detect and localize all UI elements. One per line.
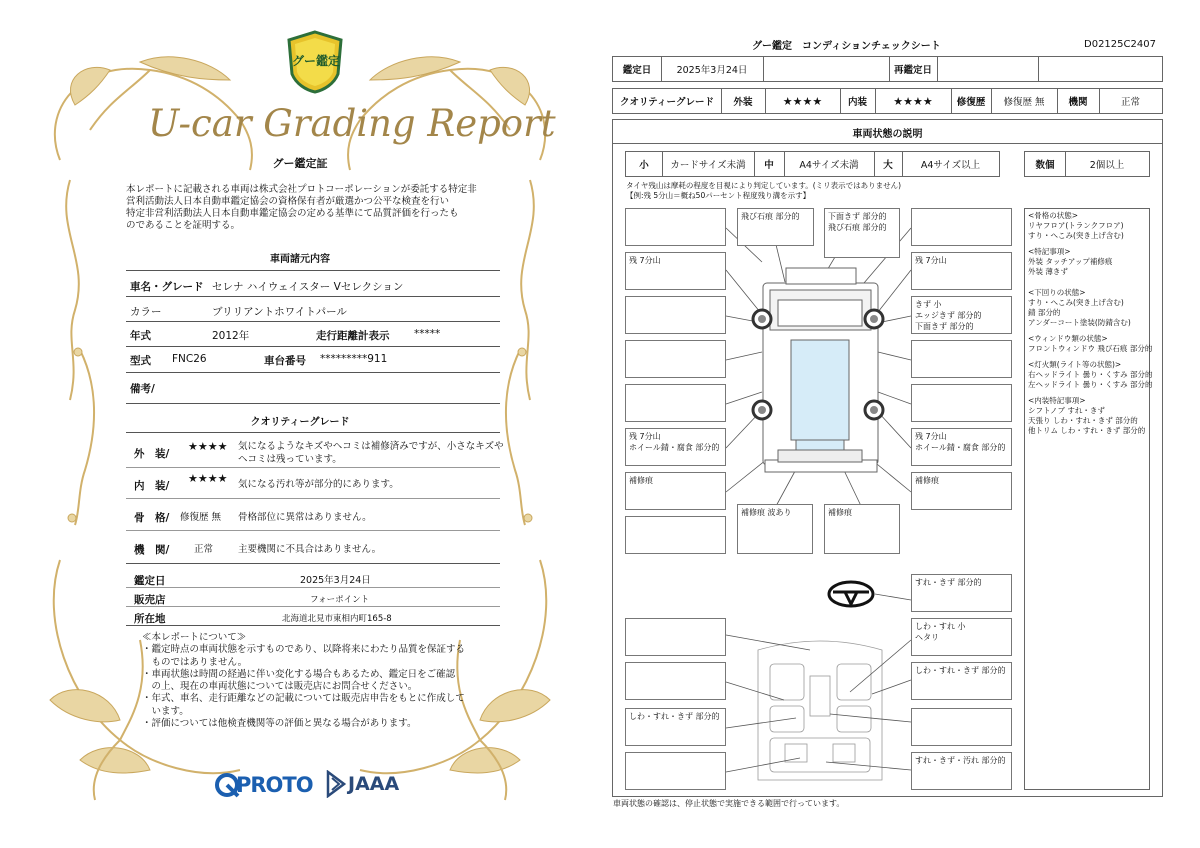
badge-text: グー鑑定 xyxy=(292,54,341,68)
repair-value: 修復歴 無 xyxy=(991,89,1058,113)
shop-value: フォーポイント xyxy=(310,595,370,605)
details-panel xyxy=(1024,208,1153,790)
grade-title: クオリティーグレード xyxy=(250,417,350,428)
details-line: すり・へこみ(突き上げ含む) xyxy=(1028,298,1124,307)
grade-label: クオリティーグレード xyxy=(613,89,722,113)
address-label: 所在地 xyxy=(134,613,166,625)
color-label: カラー xyxy=(130,306,162,318)
jaaa-logo-icon xyxy=(326,770,346,798)
engine-label: 機 関/ xyxy=(134,544,170,556)
details-line: <下回りの状態> xyxy=(1028,288,1086,297)
details-line: アンダーコート塗装(防錆含む) xyxy=(1028,318,1131,327)
ext-box-left-rear xyxy=(625,472,726,510)
details-line: <内装特記事項> xyxy=(1028,396,1086,405)
details-line: 外装 タッチアップ補修痕 xyxy=(1028,257,1113,266)
ext-box-top-mid-left xyxy=(737,208,814,246)
condition-check-sheet xyxy=(600,0,1200,848)
details-line: フロントウィンドウ 飛び石痕 部分的 xyxy=(1028,344,1153,353)
int-box-right-1 xyxy=(911,618,1012,656)
year-value: 2012年 xyxy=(212,330,250,342)
details-line: 外装 薄きず xyxy=(1028,267,1068,276)
exterior-label: 外 装/ xyxy=(134,448,170,460)
footer-note: 車両状態の確認は、停止状態で実施できる範囲で行っています。 xyxy=(613,799,845,808)
address-value: 北海道北見市東相内町165-8 xyxy=(282,614,392,624)
mileage-label: 走行距離計表示 xyxy=(316,330,390,342)
int-box-right-4-text: すれ・きず・汚れ 部分的 xyxy=(915,756,1006,765)
ext-box-right-4 xyxy=(911,384,1012,422)
about-item: の上、現在の車両状態については販売店にお問合せください。 xyxy=(142,681,418,693)
about-item: ・鑑定時点の車両状態を示すものであり、以降将来にわたり品質を保証する xyxy=(142,644,466,656)
ext-text-line: ホイール錆・腐食 部分的 xyxy=(629,443,720,452)
ext-box-bottom-mid-left xyxy=(737,504,813,554)
year-label: 年式 xyxy=(130,330,151,342)
details-line: <骨格の状態> xyxy=(1028,211,1079,220)
ext-box-left-3 xyxy=(625,340,726,378)
details-line: 右ヘッドライト 曇り・くすみ 部分的 xyxy=(1028,370,1153,379)
details-line: <灯火類(ライト等の状態)> xyxy=(1028,360,1122,369)
ext-text-line: ホイール錆・腐食 部分的 xyxy=(915,443,1006,452)
sheet-title: グー鑑定 コンディションチェックシート xyxy=(752,41,941,52)
exterior-stars: ★★★★ xyxy=(765,89,841,113)
about-item: います。 xyxy=(142,705,189,717)
int-box-left-3-text: しわ・すれ・きず 部分的 xyxy=(629,712,720,721)
note-label: 備考/ xyxy=(130,383,155,395)
about-item: ・年式、車名、走行距離などの記載については販売店申告をもとに作成して xyxy=(142,693,465,705)
date-label: 鑑定日 xyxy=(134,575,166,587)
ext-box-bottom-mid-right-text: 補修痕 xyxy=(828,508,852,517)
engine-label: 機関 xyxy=(1057,89,1100,113)
intro-line: 営利活動法人日本自動車鑑定協会の資格保有者が厳選かつ公平な検査を行い xyxy=(126,196,450,207)
exterior-text-line: ヘコミは残っています。 xyxy=(238,454,342,465)
engine-value: 正常 xyxy=(194,544,214,555)
count-label: 数個 xyxy=(1025,152,1066,176)
repair-label: 修復歴 xyxy=(951,89,992,113)
size-mid: 中 xyxy=(754,152,785,176)
frame-text: 骨格部位に異常はありません。 xyxy=(238,512,372,523)
ext-box-bottom-mid-left-text: 補修痕 波あり xyxy=(741,508,792,517)
int-text-line: しわ・すれ 小 xyxy=(915,622,966,631)
int-box-right-3 xyxy=(911,708,1012,746)
intro-paragraph xyxy=(126,184,506,232)
details-line: 他トリム しわ・すれ・きず 部分的 xyxy=(1028,426,1146,435)
ext-text-line: エッジきず 部分的 xyxy=(915,311,982,320)
name-value: セレナ ハイウェイスター Vセレクション xyxy=(212,281,404,293)
model-label: 型式 xyxy=(130,355,151,367)
interior-label: 内 装/ xyxy=(134,480,170,492)
steering-wheel-icon xyxy=(829,582,873,606)
int-box-right-2 xyxy=(911,662,1012,700)
details-line: 左ヘッドライト 曇り・くすみ 部分的 xyxy=(1028,380,1153,389)
ext-box-left-front-tire-text: 残 7分山 xyxy=(629,256,661,265)
frame-label: 骨 格/ xyxy=(134,512,170,524)
interior-text: 気になる汚れ等が部分的にあります。 xyxy=(238,479,399,490)
name-label: 車名・グレード xyxy=(130,281,204,293)
about-section xyxy=(142,632,465,730)
ext-box-bottom-left xyxy=(625,516,726,554)
ext-text-line: 飛び石痕 部分的 xyxy=(828,223,887,232)
color-value: ブリリアントホワイトパール xyxy=(212,306,347,318)
details-line: <ウィンドウ類の状態> xyxy=(1028,334,1108,343)
ext-box-right-front-tire xyxy=(911,252,1012,290)
ext-box-top-left xyxy=(625,208,726,246)
condition-title: 車両状態の説明 xyxy=(852,129,923,140)
ext-text-line: きず 小 xyxy=(915,300,942,309)
interior-label: 内装 xyxy=(840,89,876,113)
int-box-left-3 xyxy=(625,708,726,746)
date-value: 2025年3月24日 xyxy=(661,57,764,81)
ext-box-top-mid-left-text: 飛び石痕 部分的 xyxy=(741,212,800,221)
mileage-value: ***** xyxy=(414,328,441,340)
goo-kantei-badge xyxy=(286,30,344,94)
details-line: 天張り しわ・すれ・きず 部分的 xyxy=(1028,416,1138,425)
ext-box-right-side xyxy=(911,296,1012,334)
exterior-text xyxy=(238,440,504,466)
tire-note-1: タイヤ残山は摩耗の程度を目視により判定しています。(ミリ表示ではありません) xyxy=(626,181,902,190)
about-item: ものではありません。 xyxy=(142,656,248,668)
int-box-left-4 xyxy=(625,752,726,790)
interior-stars: ★★★★ xyxy=(875,89,952,113)
ext-box-left-rear-tire xyxy=(625,428,726,466)
ext-text-line: 残 7分山 xyxy=(915,432,947,441)
sheet-code: D02125C2407 xyxy=(1084,39,1156,50)
about-item: ・車両状態は時間の経過に伴い変化する場合もあるため、鑑定日をご確認 xyxy=(142,668,456,680)
ext-box-left-4 xyxy=(625,384,726,422)
frame-value: 修復歴 無 xyxy=(180,512,222,523)
interior-stars: ★★★★ xyxy=(188,472,228,485)
ext-box-right-3 xyxy=(911,340,1012,378)
int-box-steering-text: すれ・きず 部分的 xyxy=(915,578,982,587)
ext-box-right-front-tire-text: 残 7分山 xyxy=(915,256,947,265)
size-small-desc: カードサイズ未満 xyxy=(662,152,755,176)
model-value: FNC26 xyxy=(172,353,207,365)
ext-box-left-rear-text: 補修痕 xyxy=(629,476,653,485)
details-line: シフトノブ すれ・きず xyxy=(1028,406,1105,415)
tire-note-2: 【例:残 5分山＝概ね50パーセント程度残り溝を示す】 xyxy=(626,191,811,200)
ext-box-right-rear-text: 補修痕 xyxy=(915,476,939,485)
ext-text-line: 下面きず 部分的 xyxy=(828,212,887,221)
exterior-label: 外装 xyxy=(721,89,766,113)
details-line: すり・へこみ(突き上げ含む) xyxy=(1028,231,1124,240)
exterior-text-line: 気になるようなキズやヘコミは補修済みですが、小さなキズや xyxy=(238,441,504,452)
details-line: <特記事項> xyxy=(1028,247,1071,256)
ext-box-top-mid-right-text xyxy=(828,211,887,233)
spec-title: 車両諸元内容 xyxy=(270,254,330,265)
chassis-value: *********911 xyxy=(320,353,388,365)
script-title: U-car Grading Report xyxy=(148,102,556,145)
size-large-desc: A4サイズ以上 xyxy=(920,160,981,171)
details-line: 錆 部分的 xyxy=(1028,308,1061,317)
count-desc: 2個以上 xyxy=(1089,160,1125,171)
date-value: 2025年3月24日 xyxy=(300,575,371,586)
proto-logo-text: PROTO xyxy=(236,773,313,797)
ext-box-right-rear-tire-text xyxy=(915,431,1005,453)
shop-label: 販売店 xyxy=(134,594,166,606)
ext-text-line: 下面きず 部分的 xyxy=(915,322,974,331)
int-text-line: ヘタリ xyxy=(915,633,939,642)
ext-box-left-2 xyxy=(625,296,726,334)
int-box-steering xyxy=(911,574,1012,612)
size-mid-desc: A4サイズ未満 xyxy=(784,152,875,176)
chassis-label: 車台番号 xyxy=(264,355,306,367)
ext-box-right-side-text xyxy=(915,299,981,332)
details-line: リヤフロア(トランクフロア) xyxy=(1028,221,1124,230)
jaaa-logo-text: JAAA xyxy=(348,773,400,795)
ext-box-left-front-tire xyxy=(625,252,726,290)
ext-text-line: 残 7分山 xyxy=(629,432,661,441)
ext-box-bottom-mid-right xyxy=(824,504,900,554)
engine-text: 主要機関に不具合はありません。 xyxy=(238,544,382,555)
intro-line: のであることを証明する。 xyxy=(126,220,241,231)
int-box-right-4 xyxy=(911,752,1012,790)
about-item: ・評価については他検査機関等の評価と異なる場合があります。 xyxy=(142,718,417,730)
ext-box-top-mid-right xyxy=(824,208,900,258)
size-large: 大 xyxy=(874,152,903,176)
intro-line: 本レポートに記載される車両は株式会社プロトコーポレーションが委託する特定非 xyxy=(126,184,477,195)
ext-box-right-rear xyxy=(911,472,1012,510)
reinspect-label: 再鑑定日 xyxy=(889,57,938,81)
ext-box-right-rear-tire xyxy=(911,428,1012,466)
exterior-stars: ★★★★ xyxy=(188,440,228,453)
int-box-right-2-text: しわ・すれ・きず 部分的 xyxy=(915,666,1006,675)
int-box-left-1 xyxy=(625,618,726,656)
ext-box-left-rear-tire-text xyxy=(629,431,719,453)
certificate-heading: グー鑑定証 xyxy=(272,157,328,170)
size-small: 小 xyxy=(626,152,663,176)
date-label: 鑑定日 xyxy=(613,57,662,81)
int-box-right-1-text xyxy=(915,621,966,643)
int-box-left-2 xyxy=(625,662,726,700)
details-list xyxy=(1028,211,1153,436)
engine-value: 正常 xyxy=(1120,97,1140,108)
about-title: ≪本レポートについて≫ xyxy=(142,632,247,643)
intro-line: 特定非営利活動法人日本自動車鑑定協会の定める基準にて品質評価を行ったも xyxy=(126,208,459,219)
ext-box-top-right xyxy=(911,208,1012,246)
